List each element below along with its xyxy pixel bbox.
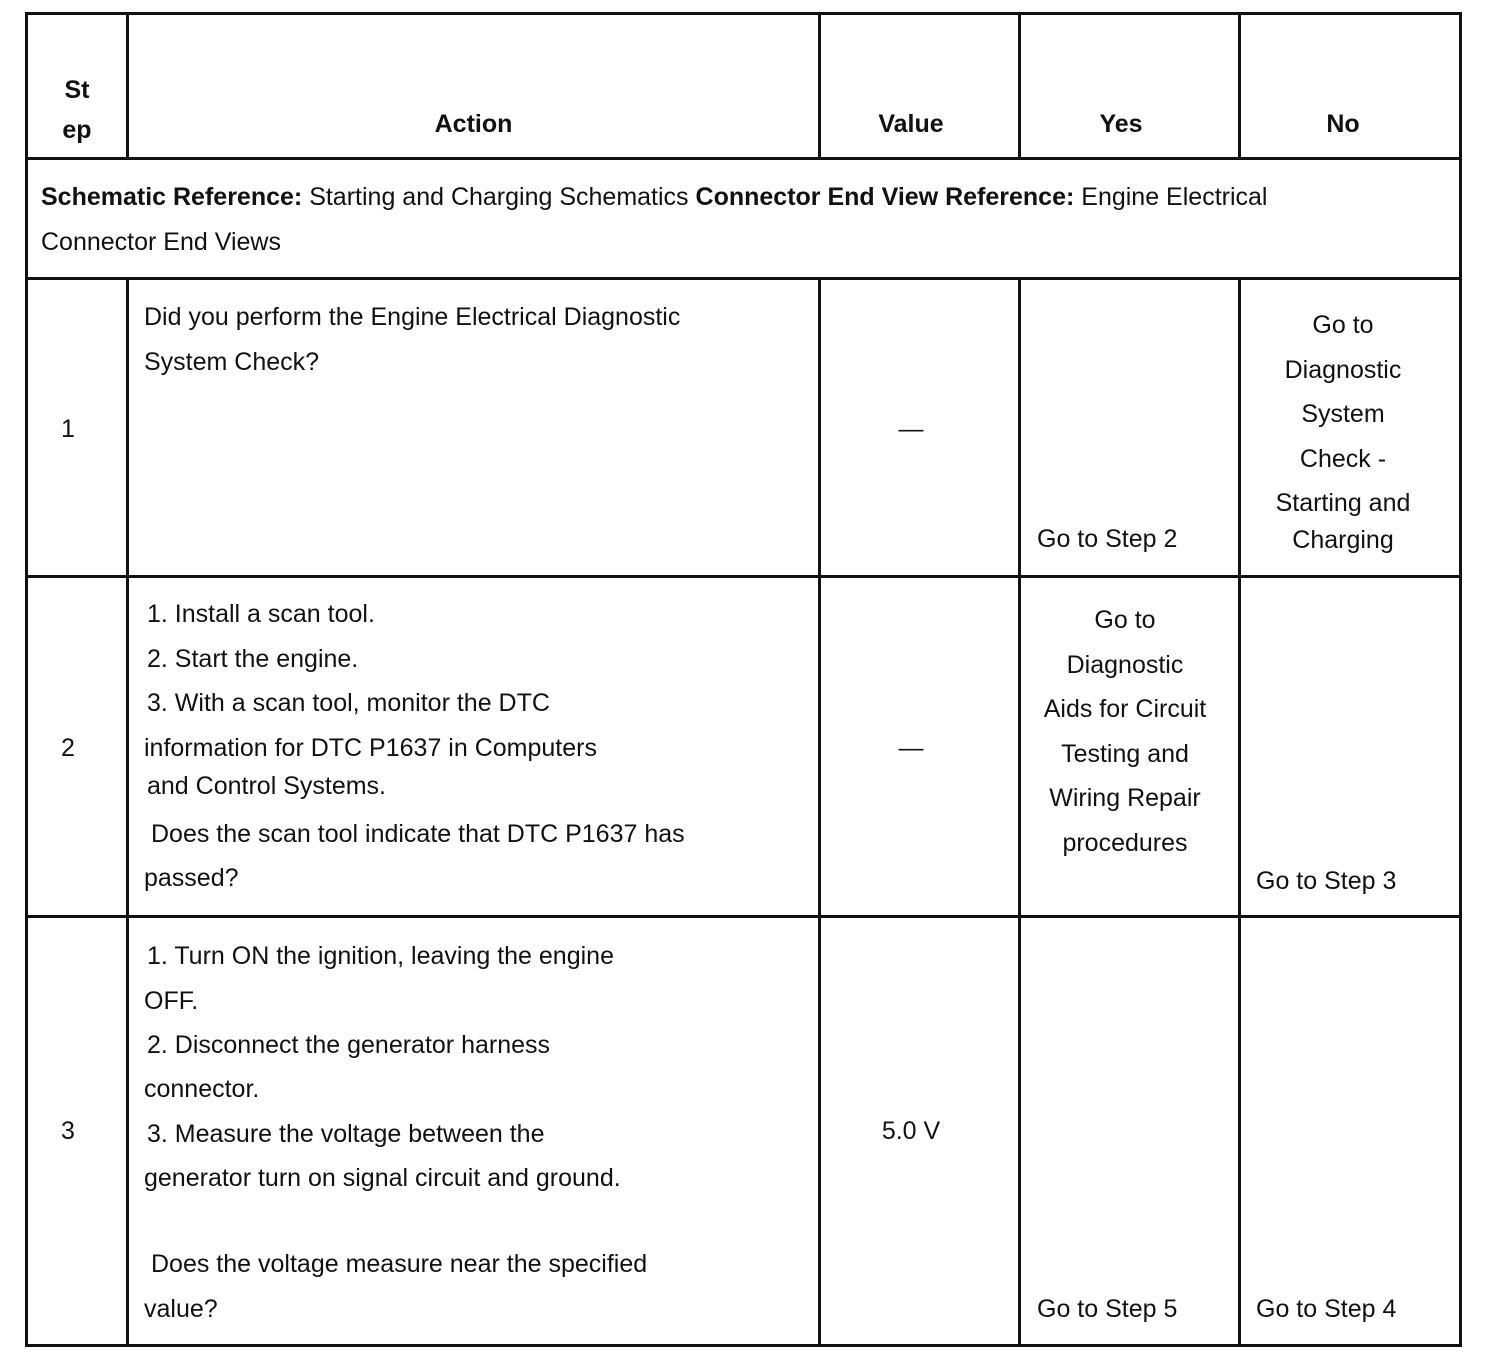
header-action: Action (434, 110, 513, 138)
action-text: passed? (144, 864, 239, 892)
yes-link[interactable]: Go to Step 5 (1037, 1295, 1178, 1323)
table-border-left (25, 12, 28, 1347)
header-step (28, 70, 126, 150)
table-border-right (1459, 12, 1462, 1347)
reference-divider (25, 277, 1462, 280)
no-link-line: Charging (1292, 525, 1394, 554)
col-divider-step-body (126, 277, 129, 1347)
step-number: 2 (61, 734, 75, 762)
no-link-line: Check - (1299, 444, 1387, 473)
action-text: information for DTC P1637 in Computers (144, 734, 597, 762)
header-step-line2: ep (62, 116, 92, 144)
connector-reference-link[interactable]: Engine Electrical Connector End Views (41, 183, 1268, 256)
no-link-line: Go to (1312, 311, 1374, 339)
value-text: 5.0 V (881, 1117, 941, 1145)
header-yes: Yes (1099, 110, 1143, 138)
action-text: Does the voltage measure near the specified (151, 1250, 648, 1278)
schematic-reference-label: Schematic Reference: (41, 183, 303, 211)
yes-link-line: procedures (1062, 828, 1188, 857)
action-text: System Check? (144, 348, 320, 376)
action-text: connector. (144, 1075, 260, 1103)
yes-link-line: Diagnostic (1066, 650, 1184, 679)
yes-link-line: Go to (1094, 606, 1156, 634)
action-text: 1. Turn ON the ignition, leaving the engine (147, 942, 614, 970)
no-link[interactable]: Go to Step 3 (1256, 867, 1397, 895)
action-text: 3. Measure the voltage between the (147, 1120, 545, 1148)
action-text: OFF. (144, 987, 199, 1015)
schematic-reference-link[interactable]: Starting and Charging Schematics (309, 183, 689, 211)
action-text: Did you perform the Engine Electrical Diagnostic (144, 303, 681, 331)
value-text: — (898, 734, 924, 762)
action-text: value? (144, 1295, 218, 1323)
no-link[interactable] (1241, 303, 1445, 562)
table-border-bottom (25, 1344, 1462, 1347)
action-text: Does the scan tool indicate that DTC P1637 has (151, 820, 685, 848)
row2-divider (25, 915, 1462, 918)
connector-reference-label: Connector End View Reference: (695, 183, 1075, 211)
header-step-line1: St (64, 76, 90, 104)
yes-link-line: Wiring Repair (1049, 784, 1201, 812)
value-text: — (898, 415, 924, 443)
table-border-top (25, 12, 1462, 15)
reference-text (41, 175, 1301, 265)
yes-link[interactable]: Go to Step 2 (1037, 525, 1178, 553)
header-no: No (1326, 110, 1360, 138)
yes-link-line: Aids for Circuit (1043, 695, 1207, 723)
yes-link-line: Testing and (1061, 739, 1189, 768)
no-link-line: Starting and (1275, 489, 1411, 517)
diagnostic-table (25, 12, 1462, 1347)
no-link[interactable]: Go to Step 4 (1256, 1295, 1397, 1323)
action-text: 1. Install a scan tool. (147, 600, 375, 628)
header-divider (25, 157, 1462, 160)
header-value: Value (878, 110, 944, 138)
action-text: 2. Disconnect the generator harness (147, 1031, 551, 1059)
action-text: 3. With a scan tool, monitor the DTC (147, 689, 550, 717)
row1-divider (25, 575, 1462, 578)
action-text: and Control Systems. (147, 772, 386, 800)
action-text: generator turn on signal circuit and ground. (144, 1164, 621, 1192)
yes-link[interactable] (1021, 598, 1229, 865)
action-text: 2. Start the engine. (147, 645, 359, 673)
no-link-line: System (1301, 400, 1385, 428)
step-number: 1 (61, 415, 75, 443)
no-link-line: Diagnostic (1284, 355, 1402, 384)
step-number: 3 (61, 1117, 75, 1145)
